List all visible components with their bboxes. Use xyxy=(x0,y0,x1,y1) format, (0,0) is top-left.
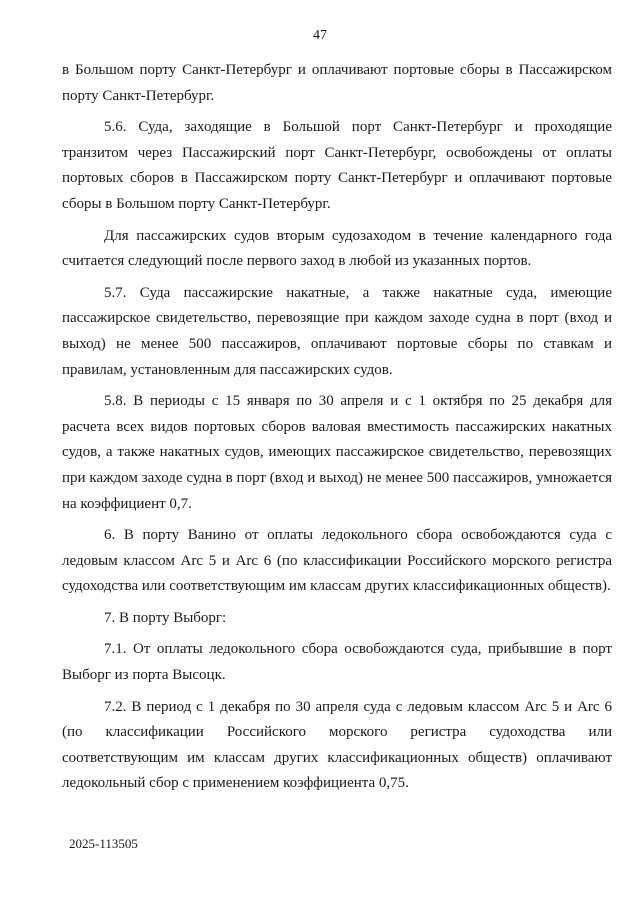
paragraph-passenger-note: Для пассажирских судов вторым судозаходом в течение календарного года считается следующий после первого заход в любой из указанных портов. xyxy=(62,227,612,270)
page-number: 47 xyxy=(313,28,327,43)
paragraph-7-2: 7.2. В период с 1 декабря по 30 апреля суда с ледовым классом Arc 5 и Arc 6 (по классификации Российского морского регистра судоходства или соответствующим им классам других классификационных обществ) оплачивают ледокольный сбор с применением коэффициента 0,75. xyxy=(62,698,612,792)
document-code: 2025-113505 xyxy=(69,836,138,851)
document-body xyxy=(62,58,612,803)
paragraph-5-7: 5.7. Суда пассажирские накатные, а также накатные суда, имеющие пассажирское свидетельство, перевозящие при каждом заходе судна в порт (вход и выход) не менее 500 пассажиров, оплачивают портовые сборы по ставкам и правилам, установленным для пассажирских судов. xyxy=(62,284,612,378)
paragraph-5-8: 5.8. В периоды с 15 января по 30 апреля и с 1 октября по 25 декабря для расчета всех видов портовых сборов валовая вместимость пассажирских накатных судов, а также накатных судов, имеющих пассажирское свидетельство, перевозящих при каждом заходе судна в порт (вход и выход) не менее 500 пассажиров, умножается на коэффициент 0,7. xyxy=(62,393,612,512)
paragraph-7-1: 7.1. От оплаты ледокольного сбора освобождаются суда, прибывшие в порт Выборг из порта Высоцк. xyxy=(62,641,612,684)
paragraph-7: 7. В порту Выборг: xyxy=(104,609,227,626)
paragraph-5-6: 5.6. Суда, заходящие в Большой порт Санкт-Петербург и проходящие транзитом через Пассажирский порт Санкт-Петербург, освобождены от оплаты портовых сборов в Пассажирском порту Санкт-Петербург и оплачивают портовые сборы в Большом порту Санкт-Петербург. xyxy=(62,119,612,212)
paragraph-6: 6. В порту Ванино от оплаты ледокольного сбора освобождаются суда с ледовым классом Arc 5 и Arc 6 (по классификации Российского морского регистра судоходства или соответствующим им классам других классификационных обществ). xyxy=(62,527,612,595)
paragraph-continuation: в Большом порту Санкт-Петербург и оплачивают портовые сборы в Пассажирском порту Санкт-Петербург. xyxy=(62,62,612,104)
